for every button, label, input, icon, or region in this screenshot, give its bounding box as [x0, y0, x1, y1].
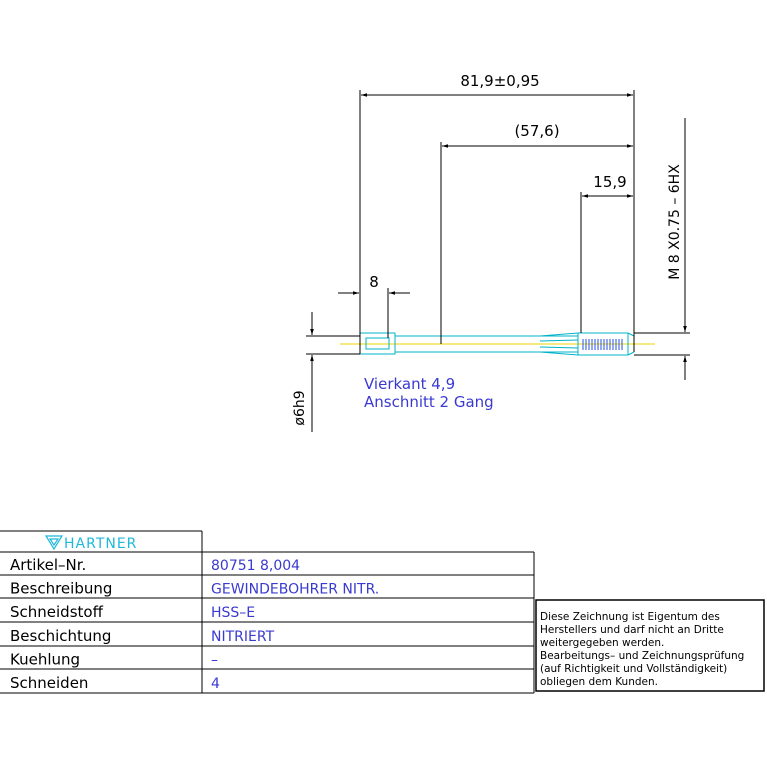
- title-block-label: Schneidstoff: [10, 603, 103, 622]
- title-block-value: NITRIERT: [211, 628, 275, 645]
- disclaimer-line-1: Diese Zeichnung ist Eigentum des: [540, 611, 720, 623]
- note-chamfer: Anschnitt 2 Gang: [364, 393, 494, 411]
- dim-shank-diameter-label: ø6h9: [292, 390, 308, 426]
- title-block-value: HSS–E: [211, 605, 256, 622]
- title-block-label: Kuehlung: [10, 650, 81, 669]
- title-block-label: Beschichtung: [10, 626, 112, 645]
- disclaimer-box: [536, 600, 764, 691]
- title-block-value: 4: [211, 676, 220, 692]
- dim-square-length-label: 8: [369, 273, 379, 291]
- flute-line-1: [540, 340, 578, 341]
- title-block: [0, 531, 534, 693]
- dim-thread-spec-label: M 8 X0.75 – 6HX: [667, 164, 683, 280]
- hartner-logo-icon: [46, 536, 62, 549]
- title-block-value: 80751 8,004: [211, 558, 301, 574]
- dim-reference-label: (57,6): [514, 122, 560, 140]
- thread-tip-edge: [628, 333, 634, 336]
- dim-overall-label: 81,9±0,95: [460, 72, 540, 90]
- hartner-logo-text: HARTNER: [64, 536, 138, 552]
- disclaimer-line-6: obliegen dem Kunden.: [540, 676, 658, 688]
- title-block-label: Schneiden: [10, 674, 89, 692]
- title-block-label: Beschreibung: [10, 579, 113, 598]
- title-block-label: Artikel–Nr.: [10, 556, 87, 574]
- dim-thread-length-label: 15,9: [593, 173, 627, 191]
- title-block-value: –: [211, 652, 218, 669]
- flute-line-2: [540, 347, 578, 348]
- disclaimer-line-4: Bearbeitungs– und Zeichnungsprüfung: [540, 650, 745, 662]
- disclaimer-line-2: Herstellers und darf nicht an Dritte: [540, 624, 724, 636]
- disclaimer-line-5: (auf Richtigkeit und Vollständigkeit): [540, 663, 728, 675]
- thread-tip-edge-2: [628, 352, 634, 355]
- tap-part-view: [340, 333, 655, 355]
- title-block-value: GEWINDEBOHRER NITR.: [211, 581, 380, 598]
- hartner-logo: [46, 536, 137, 552]
- note-square: Vierkant 4,9: [364, 375, 456, 393]
- disclaimer-line-3: weitergegeben werden.: [540, 637, 665, 649]
